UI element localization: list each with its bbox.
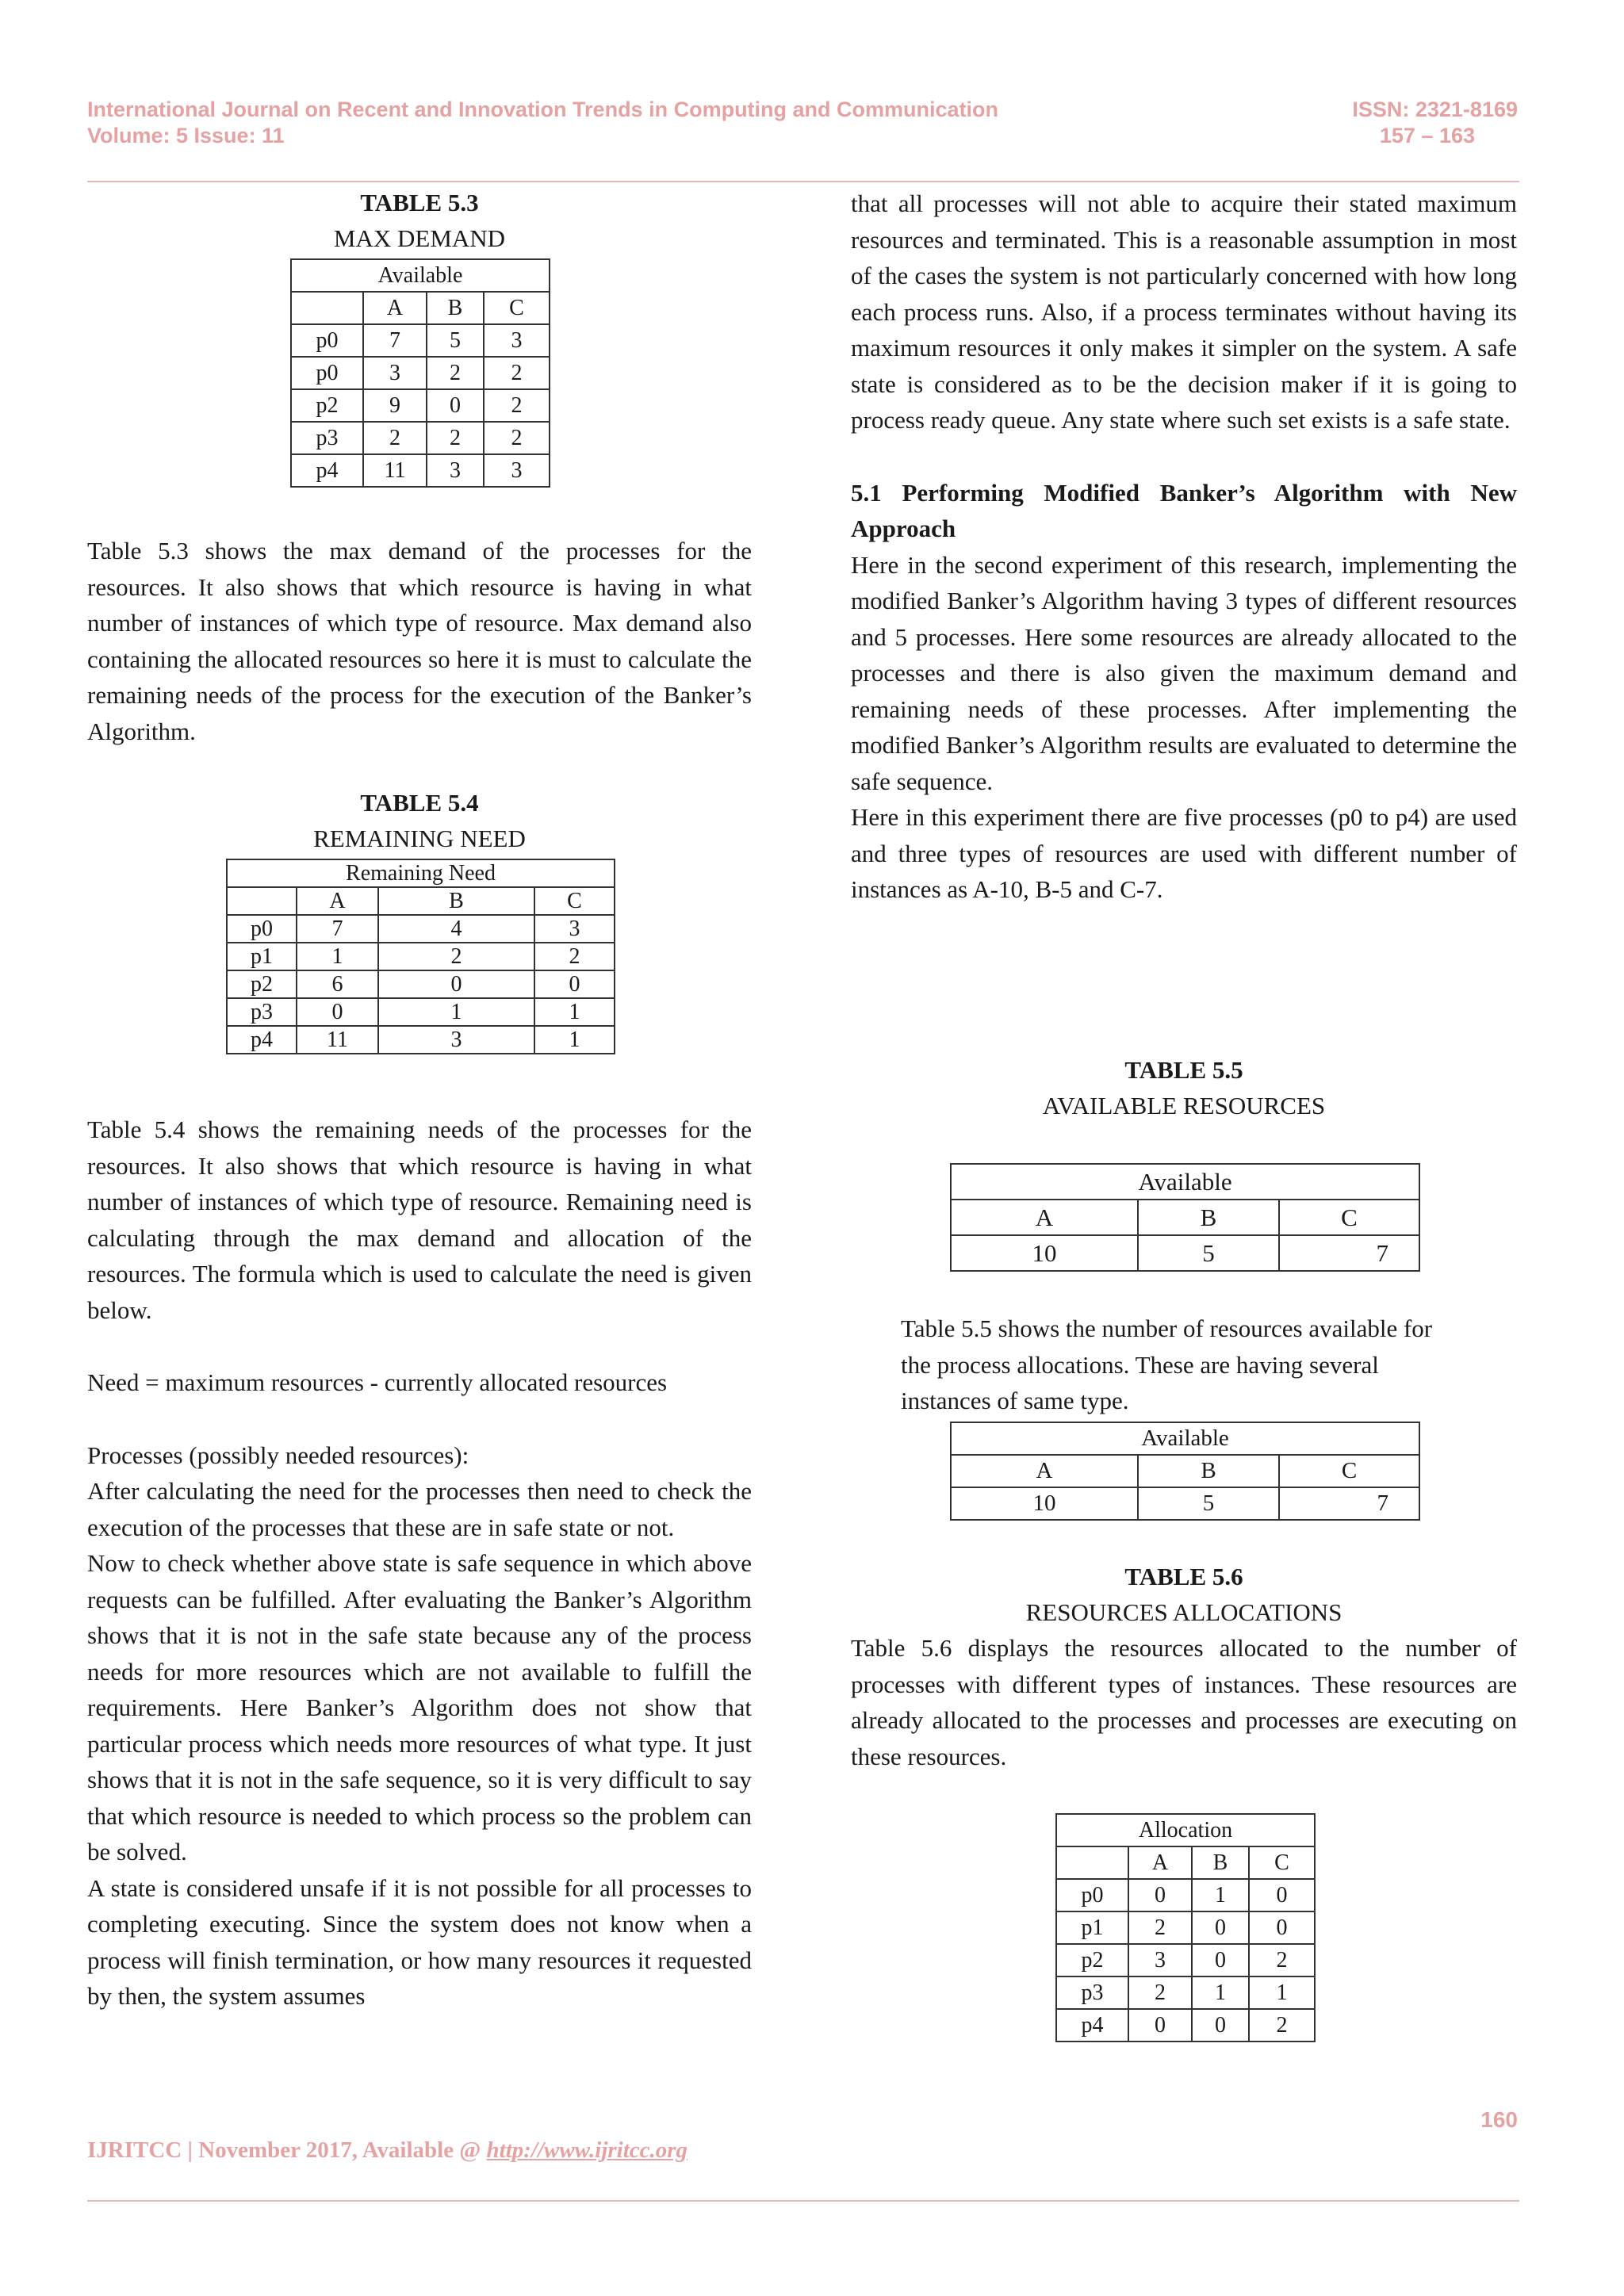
table-cell: 2 <box>1249 2009 1315 2042</box>
paragraph: Table 5.6 displays the resources allocated to the number of processes with different types of instances. These resources are already allocated to the processes and processes are executing on these resources. <box>851 1634 1517 1770</box>
table-cell: 0 <box>1192 2009 1249 2042</box>
table-cell: 2 <box>1249 1944 1315 1976</box>
table-row <box>227 915 615 943</box>
table-cell: 3 <box>484 324 550 357</box>
table-cell: 3 <box>427 454 484 487</box>
table-row <box>1056 1976 1315 2009</box>
table-5-3 <box>290 258 550 488</box>
table-cell: 1 <box>1192 1879 1249 1911</box>
table-row-label: p2 <box>227 970 297 998</box>
table-cell: 0 <box>534 970 615 998</box>
table-column-header: B <box>427 292 484 324</box>
table-row-label: p2 <box>291 389 363 422</box>
table-cell: 10 <box>951 1487 1138 1520</box>
table-cell: 2 <box>1128 1911 1192 1944</box>
table-cell: 7 <box>1279 1235 1419 1271</box>
left-text-1 <box>87 533 752 749</box>
table-cell: 10 <box>951 1235 1138 1271</box>
table-row-label: p4 <box>291 454 363 487</box>
table-span-header: Available <box>951 1164 1419 1200</box>
left-text-2 <box>87 1112 752 2015</box>
issn: ISSN: 2321-8169 <box>1352 98 1518 121</box>
table-span-header: Remaining Need <box>227 859 615 887</box>
table-row <box>291 422 550 454</box>
table-cell: 11 <box>363 454 427 487</box>
table-row <box>1056 1944 1315 1976</box>
table-cell: 0 <box>1192 1944 1249 1976</box>
table-column-header: C <box>1279 1455 1419 1487</box>
table-5-6-subtitle: RESOURCES ALLOCATIONS <box>1025 1598 1342 1626</box>
table-cell: 2 <box>484 389 550 422</box>
table-cell: 1 <box>1192 1976 1249 2009</box>
table-column-header: B <box>378 887 534 915</box>
table-row-label: p4 <box>1056 2009 1128 2042</box>
processes-line: Processes (possibly needed resources): <box>87 1441 469 1469</box>
table-row-label: p0 <box>1056 1879 1128 1911</box>
table-cell: 9 <box>363 389 427 422</box>
table-cell: 0 <box>297 998 378 1026</box>
table-cell: 3 <box>1128 1944 1192 1976</box>
table-row <box>1056 1879 1315 1911</box>
table-cell: 5 <box>1138 1487 1279 1520</box>
right-text-1 <box>851 186 1517 908</box>
table-row-label: p0 <box>227 915 297 943</box>
table-span-header: Available <box>291 259 550 292</box>
table-cell: 3 <box>378 1026 534 1054</box>
table-cell: 2 <box>534 943 615 970</box>
table-column-header: A <box>1128 1846 1192 1879</box>
table-5-5-caption <box>901 1311 1440 1419</box>
table-cell: 0 <box>378 970 534 998</box>
table-column-header: A <box>951 1200 1138 1235</box>
header-rule <box>87 181 1519 182</box>
table-cell: 3 <box>534 915 615 943</box>
footer-text <box>87 2137 688 2164</box>
table-row-label: p3 <box>1056 1976 1128 2009</box>
paragraph: Table 5.4 shows the remaining needs of the processes for the resources. It also shows that which resource is having in what number of instances of which type of resource. Remaining need is calculating through the max demand and allocation of the resources. The formula which is used to calculate the need is given below. <box>87 1115 752 1324</box>
table-cell: 11 <box>297 1026 378 1054</box>
table-cell: 4 <box>378 915 534 943</box>
table-row <box>291 389 550 422</box>
table-cell: 0 <box>1249 1911 1315 1944</box>
table-row <box>951 1487 1419 1520</box>
table-row <box>291 357 550 389</box>
table-column-header: C <box>1279 1200 1419 1235</box>
table-row <box>1056 2009 1315 2042</box>
table-5-4 <box>226 859 615 1054</box>
table-5-5-available-repeat <box>950 1422 1420 1521</box>
table-row <box>227 943 615 970</box>
table-cell: 0 <box>1128 1879 1192 1911</box>
table-cell: 2 <box>427 422 484 454</box>
table-row-label: p1 <box>227 943 297 970</box>
table-row-label: p3 <box>227 998 297 1026</box>
table-cell: 7 <box>363 324 427 357</box>
table-column-header: C <box>534 887 615 915</box>
table-cell: 1 <box>534 1026 615 1054</box>
table-5-6 <box>1055 1813 1316 2042</box>
table-column-header: A <box>951 1455 1138 1487</box>
table-cell: 2 <box>1128 1976 1192 2009</box>
paragraph: Table 5.5 shows the number of resources available for the process allocations. These are having several instances of same type. <box>901 1314 1433 1414</box>
page-range: 157 – 163 <box>1379 124 1475 147</box>
paragraph: After calculating the need for the processes then need to check the execution of the processes that these are in safe state or not. <box>87 1477 752 1541</box>
table-cell: 6 <box>297 970 378 998</box>
table-row-label: p0 <box>291 324 363 357</box>
paragraph: Table 5.3 shows the max demand of the processes for the resources. It also shows that which resource is having in what number of instances of which type of resource. Max demand also containing the allocated resources so here it is must to calculate the remaining needs of the process for the execution of the Banker’s Algorithm. <box>87 537 752 745</box>
paragraph: Here in this experiment there are five processes (p0 to p4) are used and three types of resources are used with different number of instances as A-10, B-5 and C-7. <box>851 803 1517 903</box>
table-column-header: A <box>297 887 378 915</box>
table-cell: 2 <box>363 422 427 454</box>
paragraph: that all processes will not able to acquire their stated maximum resources and terminated. This is a reasonable assumption in most of the cases the system is not particularly concerned with how long each process runs. Also, if a process terminates without having its maximum resources it only makes it simpler on the system. A safe state is considered as to be the decision maker if it is going to process ready queue. Any state where such set exists is a safe state. <box>851 189 1517 434</box>
table-row <box>227 970 615 998</box>
table-corner-cell <box>227 887 297 915</box>
table-column-header-row <box>227 887 615 915</box>
table-row <box>227 998 615 1026</box>
table-column-header: C <box>484 292 550 324</box>
table-cell: 0 <box>1128 2009 1192 2042</box>
table-cell: 7 <box>1279 1487 1419 1520</box>
table-span-header-row <box>227 859 615 887</box>
table-5-5-available <box>950 1163 1420 1272</box>
table-cell: 2 <box>427 357 484 389</box>
table-span-header: Allocation <box>1056 1814 1315 1846</box>
table-cell: 2 <box>378 943 534 970</box>
table-cell: 2 <box>484 422 550 454</box>
table-5-4-title: TABLE 5.4 <box>360 789 479 817</box>
table-span-header-row <box>291 259 550 292</box>
table-cell: 5 <box>427 324 484 357</box>
table-cell: 3 <box>363 357 427 389</box>
table-5-3-subtitle: MAX DEMAND <box>333 224 506 252</box>
table-span-header-row <box>951 1422 1419 1455</box>
table-row <box>227 1026 615 1054</box>
right-text-2 <box>851 1630 1517 1774</box>
need-equation: Need = maximum resources - currently allocated resources <box>87 1368 668 1396</box>
table-column-header: B <box>1138 1200 1279 1235</box>
table-cell: 0 <box>1192 1911 1249 1944</box>
table-5-6-title: TABLE 5.6 <box>1124 1563 1243 1590</box>
section-heading: 5.1 Performing Modified Banker’s Algorithm with New Approach <box>851 478 1517 542</box>
table-cell: 1 <box>1249 1976 1315 2009</box>
table-column-header: B <box>1192 1846 1249 1879</box>
table-column-header-row <box>291 292 550 324</box>
table-cell: 3 <box>484 454 550 487</box>
table-5-5-subtitle: AVAILABLE RESOURCES <box>1042 1092 1326 1119</box>
table-column-header-row <box>951 1455 1419 1487</box>
table-cell: 0 <box>427 389 484 422</box>
table-span-header-row <box>1056 1814 1315 1846</box>
table-cell: 7 <box>297 915 378 943</box>
table-5-4-subtitle: REMAINING NEED <box>313 825 526 852</box>
table-cell: 1 <box>378 998 534 1026</box>
table-column-header: A <box>363 292 427 324</box>
table-column-header-row <box>951 1200 1419 1235</box>
table-5-5-title: TABLE 5.5 <box>1124 1056 1243 1084</box>
table-row <box>951 1235 1419 1271</box>
table-row <box>291 324 550 357</box>
journal-title: International Journal on Recent and Innovation Trends in Computing and Communication <box>87 98 999 121</box>
table-corner-cell <box>291 292 363 324</box>
footer-label: IJRITCC | November 2017, Available @ <box>87 2137 487 2163</box>
page-number: 160 <box>1480 2107 1518 2132</box>
table-5-3-title: TABLE 5.3 <box>360 189 479 216</box>
table-row <box>291 454 550 487</box>
paragraph: Now to check whether above state is safe sequence in which above requests can be fulfilled. After evaluating the Banker’s Algorithm shows that it is not in the safe state because any of the process needs for more resources which are not available to fulfill the requirements. Here Banker’s Algorithm does not show that particular process which needs more resources of what type. It just shows that it is not in the safe sequence, so it is very difficult to say that which resource is needed to which process so the problem can be solved. <box>87 1549 752 1866</box>
journal-link[interactable]: http://www.ijritcc.org <box>486 2137 688 2163</box>
paragraph: Here in the second experiment of this research, implementing the modified Banker’s Algorithm having 3 types of different resources and 5 processes. Here some resources are already allocated to the processes and there is also given the maximum demand and remaining needs of these processes. After implementing the modified Banker’s Algorithm results are evaluated to determine the safe sequence. <box>851 550 1517 795</box>
volume-issue: Volume: 5 Issue: 11 <box>87 124 285 147</box>
paragraph: A state is considered unsafe if it is not possible for all processes to completing executing. Since the system does not know when a process will finish termination, or how many resources it requested by then, the system assumes <box>87 1873 752 2010</box>
table-cell: 1 <box>534 998 615 1026</box>
table-cell: 1 <box>297 943 378 970</box>
table-span-header: Available <box>951 1422 1419 1455</box>
table-cell: 0 <box>1249 1879 1315 1911</box>
table-row-label: p2 <box>1056 1944 1128 1976</box>
table-row-label: p1 <box>1056 1911 1128 1944</box>
table-corner-cell <box>1056 1846 1128 1879</box>
table-cell: 2 <box>484 357 550 389</box>
table-row-label: p3 <box>291 422 363 454</box>
table-cell: 5 <box>1138 1235 1279 1271</box>
table-row-label: p0 <box>291 357 363 389</box>
table-column-header: C <box>1249 1846 1315 1879</box>
table-column-header-row <box>1056 1846 1315 1879</box>
table-row-label: p4 <box>227 1026 297 1054</box>
table-row <box>1056 1911 1315 1944</box>
table-column-header: B <box>1138 1455 1279 1487</box>
table-span-header-row <box>951 1164 1419 1200</box>
footer-rule <box>87 2200 1519 2202</box>
